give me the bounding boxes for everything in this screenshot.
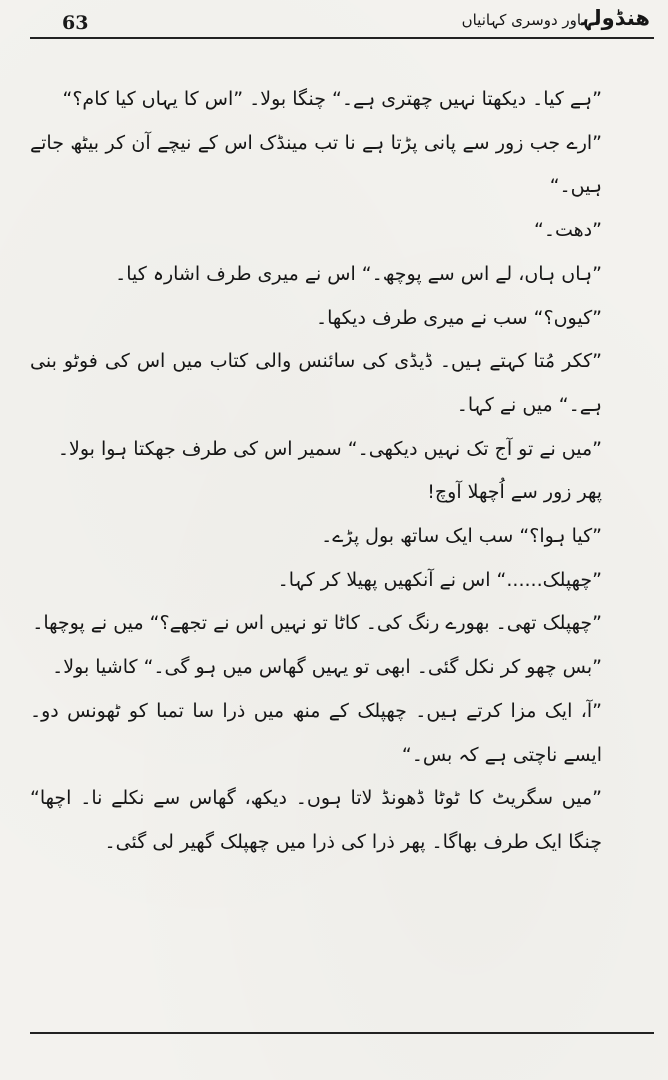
book-subtitle: اور دوسری کہانیاں	[461, 11, 582, 29]
header-rule	[30, 37, 654, 39]
page-header	[30, 4, 654, 38]
paragraph: ”میں سگریٹ کا ٹوٹا ڈھونڈ لاتا ہوں۔ دیکھ، گھاس سے نکلے نا۔ اچھا“ چنگا ایک طرف بھاگا۔ پھر ذرا کی ذرا میں چھپلک گھیر لی گئی۔	[30, 787, 602, 853]
page-number: 63	[62, 12, 89, 34]
paragraph: ”کیا ہوا؟“ سب ایک ساتھ بول پڑے۔	[321, 525, 602, 548]
paragraph: ”میں نے تو آج تک نہیں دیکھی۔“ سمیر اس کی طرف جھکتا ہوا بولا۔	[57, 437, 602, 460]
paragraph: پھر زور سے اُچھلا آوچ!	[427, 481, 602, 504]
paragraph: ”ککر مُتا کہتے ہیں۔ ڈیڈی کی سائنس والی کتاب میں اس کی فوٹو بنی ہے۔“ میں نے کہا۔	[30, 350, 602, 416]
running-head	[462, 6, 650, 30]
paragraph: ”کیوں؟“ سب نے میری طرف دیکھا۔	[315, 306, 602, 329]
paragraph: ”آ، ایک مزا کرتے ہیں۔ چھپلک کے منھ میں ذرا سا تمبا کو ٹھونس دو۔ ایسے ناچتی ہے کہ بس۔“	[30, 699, 602, 766]
paragraph: ”ارے جب زور سے پانی پڑتا ہے نا تب مینڈک اس کے نیچے آن کر بیٹھ جاتے ہیں۔“	[30, 131, 602, 198]
paragraph: ”چھپلک تھی۔ بھورے رنگ کی۔ کاٹا تو نہیں اس نے تجھے؟“ میں نے پوچھا۔	[32, 612, 602, 635]
paragraph: ”چھپلک......“ اس نے آنکھیں پھیلا کر کہا۔	[277, 568, 602, 591]
paragraph: ”ہاں ہاں، لے اس سے پوچھ۔“ اس نے میری طرف اشارہ کیا۔	[115, 262, 602, 285]
paragraph: ”دھت۔“	[534, 219, 602, 242]
footer-rule	[30, 1032, 654, 1034]
book-title: ھنڈولہ	[581, 6, 650, 30]
paragraph: ”بس چھو کر نکل گئی۔ ابھی تو یہیں گھاس میں ہو گی۔“ کاشیا بولا۔	[52, 656, 602, 679]
body-text	[30, 78, 646, 865]
paragraph: ”ہے کیا۔ دیکھتا نہیں چھتری ہے۔“ چنگا بولا۔ ”اس کا یہاں کیا کام؟“	[62, 88, 602, 110]
